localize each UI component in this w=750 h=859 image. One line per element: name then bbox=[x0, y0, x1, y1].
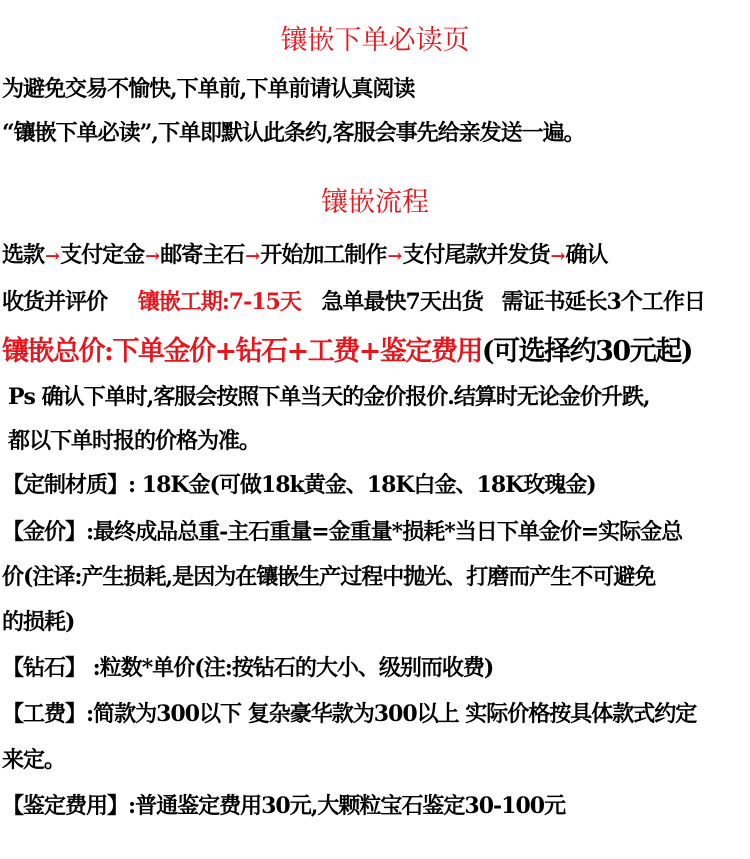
gold-price-line-2: 价(注译:产生损耗,是因为在镶嵌生产过程中抛光、打磨而产生不可避免 bbox=[2, 564, 656, 590]
diamond-line: 【钻石】 :粒数*单价(注:按钻石的大小、级别而收费) bbox=[2, 655, 494, 681]
appraisal-line: 【鉴定费用】:普通鉴定费用30元,大颗粒宝石鉴定30-100元 bbox=[2, 793, 566, 819]
gold-price-line-3: 的损耗) bbox=[2, 609, 75, 635]
total-price-line bbox=[2, 329, 692, 368]
material-line: 【定制材质】: 18K金(可做18k黄金、18K白金、18K玫瑰金) bbox=[2, 472, 596, 498]
flow-title: 镶嵌流程 bbox=[321, 187, 429, 218]
ps-line-2: 都以下单时报的价格为准。 bbox=[8, 428, 261, 454]
flow-steps bbox=[2, 238, 608, 269]
total-note: (可选择约30元起) bbox=[481, 336, 692, 367]
flow-step: 开始加工制作 bbox=[260, 242, 387, 268]
page-title: 镶嵌下单必读页 bbox=[280, 25, 470, 56]
arrow-right-icon: → bbox=[245, 246, 260, 267]
flow-step: 支付尾款并发货 bbox=[402, 242, 550, 268]
flow-continued: 收货并评价 bbox=[2, 289, 108, 315]
flow-step: 确认 bbox=[565, 242, 608, 268]
arrow-right-icon: → bbox=[45, 246, 60, 267]
arrow-right-icon: → bbox=[550, 246, 565, 267]
flow-step: 邮寄主石 bbox=[160, 242, 245, 268]
arrow-right-icon: → bbox=[387, 246, 402, 267]
flow-step: 支付定金 bbox=[60, 242, 145, 268]
intro-line-2: “镶嵌下单必读”,下单即默认此条约,客服会事先给亲发送一遍。 bbox=[2, 120, 585, 146]
intro-line-1: 为避免交易不愉快,下单前,下单前请认真阅读 bbox=[2, 76, 415, 102]
flow-cert: 需证书延长3个工作日 bbox=[501, 289, 705, 315]
flow-period: 镶嵌工期:7-15天 bbox=[137, 289, 301, 315]
flow-rush: 急单最快7天出货 bbox=[321, 289, 483, 315]
gold-price-line-1: 【金价】:最终成品总重-主石重量=金重量*损耗*当日下单金价=实际金总 bbox=[2, 519, 683, 545]
labor-line-2: 来定。 bbox=[2, 747, 66, 773]
flow-line-2 bbox=[2, 285, 705, 316]
ps-line-1: Ps 确认下单时,客服会按照下单当天的金价报价.结算时无论金价升跌, bbox=[8, 384, 650, 410]
flow-step: 选款 bbox=[2, 242, 45, 268]
labor-line-1: 【工费】:简款为300以下 复杂豪华款为300以上 实际价格按具体款式约定 bbox=[2, 701, 697, 727]
arrow-right-icon: → bbox=[145, 246, 160, 267]
total-formula: 镶嵌总价:下单金价+钻石+工费+鉴定费用 bbox=[2, 336, 482, 367]
